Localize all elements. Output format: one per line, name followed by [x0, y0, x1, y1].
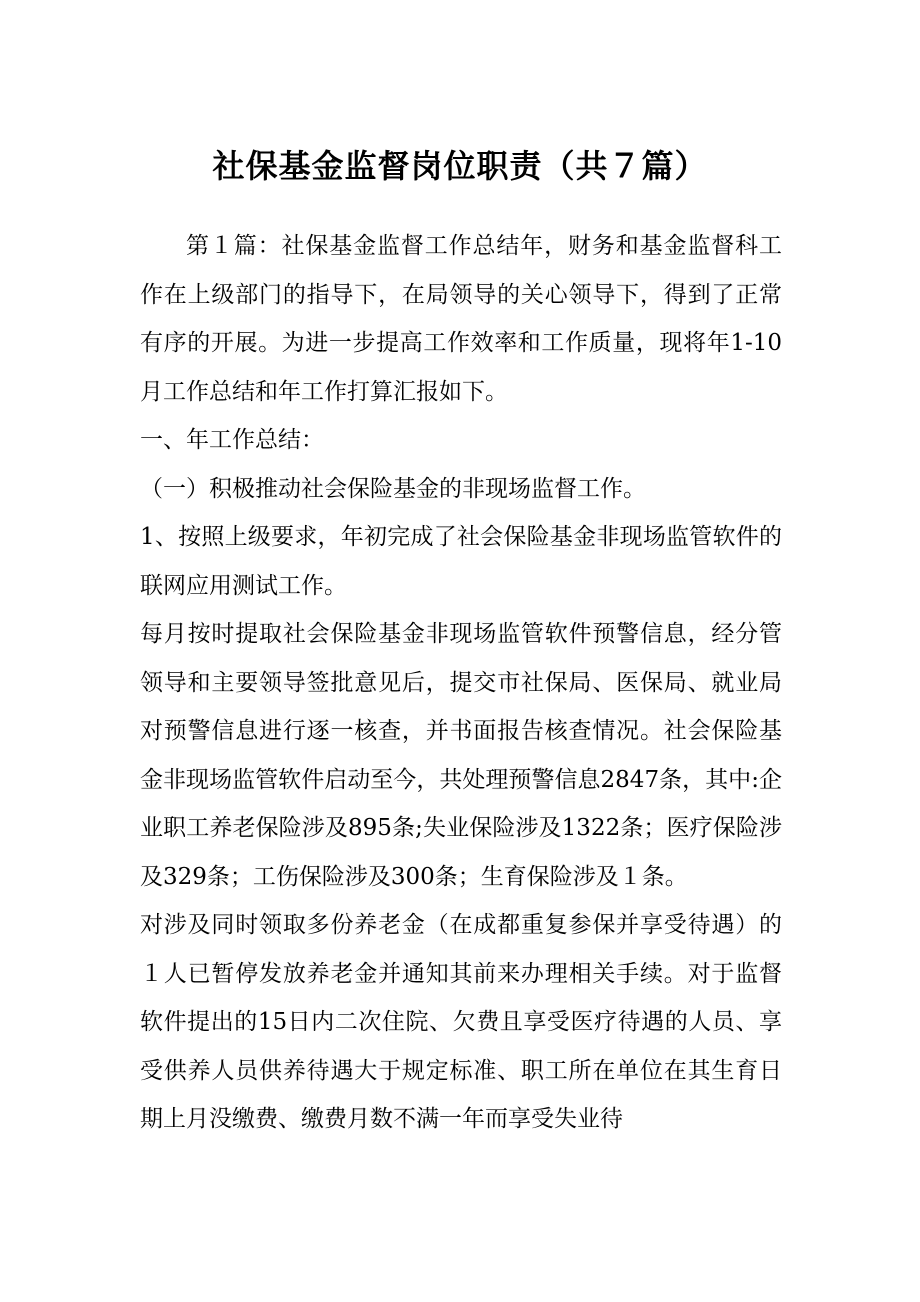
- paragraph-item-1: 1、按照上级要求，年初完成了社会保险基金非现场监管软件的联网应用测试工作。: [140, 524, 782, 599]
- paragraph-pension: 对涉及同时领取多份养老金（在成都重复参保并享受待遇）的１人已暂停发放养老金并通知其前来办理相关手续。对于监督软件提出的15日内二次住院、欠费且享受医疗待遇的人员、享受供养人员供养待遇大于规定标准、职工所在单位在其生育日期上月没缴费、缴费月数不满一年而享受失业待: [140, 912, 782, 1132]
- paragraph-warning-info: 每月按时提取社会保险基金非现场监管软件预警信息，经分管领导和主要领导签批意见后，提交市社保局、医保局、就业局对预警信息进行逐一核查，并书面报告核查情况。社会保险基金非现场监管软件启动至今，共处理预警信息2847条，其中:企业职工养老保险涉及895条;失业保险涉及1322条；医疗保险涉及329条；工伤保险涉及300条；生育保险涉及１条。: [140, 621, 782, 890]
- paragraph-1: 第１篇：社保基金监督工作总结年，财务和基金监督科工作在上级部门的指导下，在局领导的关心领导下，得到了正常有序的开展。为进一步提高工作效率和工作质量，现将年1-10月工作总结和年工作打算汇报如下。: [140, 233, 782, 405]
- section-heading: 一、年工作总结：: [140, 427, 324, 453]
- document-body: [140, 222, 782, 1144]
- subsection-heading: （一）积极推动社会保险基金的非现场监督工作。: [140, 475, 646, 502]
- document-title: 社保基金监督岗位职责（共７篇）: [212, 147, 708, 185]
